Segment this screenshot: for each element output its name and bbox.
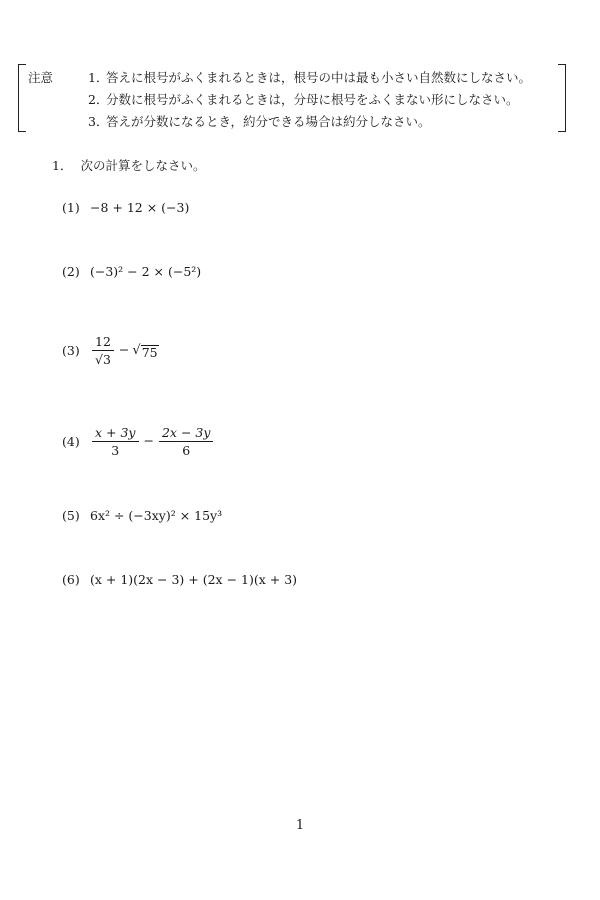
radicand: 75: [141, 345, 158, 360]
square-root: [132, 343, 158, 359]
problem-expression: [90, 425, 215, 458]
fraction-numerator: 12: [92, 334, 114, 351]
fraction-numerator: x + 3y: [92, 425, 139, 442]
notice-box: [18, 64, 566, 130]
radical-sign: √: [132, 343, 141, 358]
minus-operator: −: [118, 342, 130, 357]
section-number: 1．: [52, 158, 73, 173]
notice-item-number: 3．: [88, 114, 109, 129]
left-bracket: [18, 64, 26, 132]
notice-item: [88, 112, 431, 130]
problem-2: [62, 264, 201, 279]
problem-5: [62, 508, 222, 523]
right-bracket: [558, 64, 566, 132]
notice-label: 注意: [28, 70, 54, 85]
problem-4: [62, 425, 215, 458]
notice-item-text: 分数に根号がふくまれるときは，分母に根号をふくまない形にしなさい。: [106, 92, 519, 107]
fraction-denominator: √3: [95, 352, 111, 367]
problem-expression: (−3)² − 2 × (−5²): [90, 264, 202, 279]
fraction-denominator: 6: [182, 443, 191, 458]
fraction-numerator: 2x − 3y: [159, 425, 213, 442]
page-number: 1: [295, 818, 305, 833]
problem-label: (5): [62, 508, 80, 523]
notice-item-number: 2．: [88, 92, 109, 107]
fraction: [92, 425, 139, 458]
notice-item-text: 答えが分数になるとき，約分できる場合は約分しなさい。: [106, 114, 431, 129]
notice-item: [88, 68, 531, 86]
problem-label: (4): [62, 434, 80, 449]
problem-label: (6): [62, 572, 80, 587]
problem-expression: [90, 334, 159, 367]
notice-item-number: 1．: [88, 70, 109, 85]
problem-label: (2): [62, 264, 80, 279]
fraction-denominator: 3: [111, 443, 120, 458]
notice-item: [88, 90, 519, 108]
fraction: [92, 334, 114, 367]
section-heading: [52, 156, 205, 174]
fraction: [159, 425, 213, 458]
problem-label: (1): [62, 200, 80, 215]
problem-label: (3): [62, 343, 80, 358]
problem-1: [62, 200, 189, 215]
problem-3: [62, 334, 159, 367]
problem-expression: 6x² ÷ (−3xy)² × 15y³: [90, 508, 223, 523]
problem-expression: (x + 1)(2x − 3) + (2x − 1)(x + 3): [90, 572, 298, 587]
section-title-text: 次の計算をしなさい。: [80, 158, 206, 173]
notice-item-text: 答えに根号がふくまれるときは，根号の中は最も小さい自然数にしなさい。: [106, 70, 532, 85]
minus-operator: −: [143, 433, 154, 448]
problem-6: [62, 572, 297, 587]
problem-expression: −8 + 12 × (−3): [90, 200, 190, 215]
